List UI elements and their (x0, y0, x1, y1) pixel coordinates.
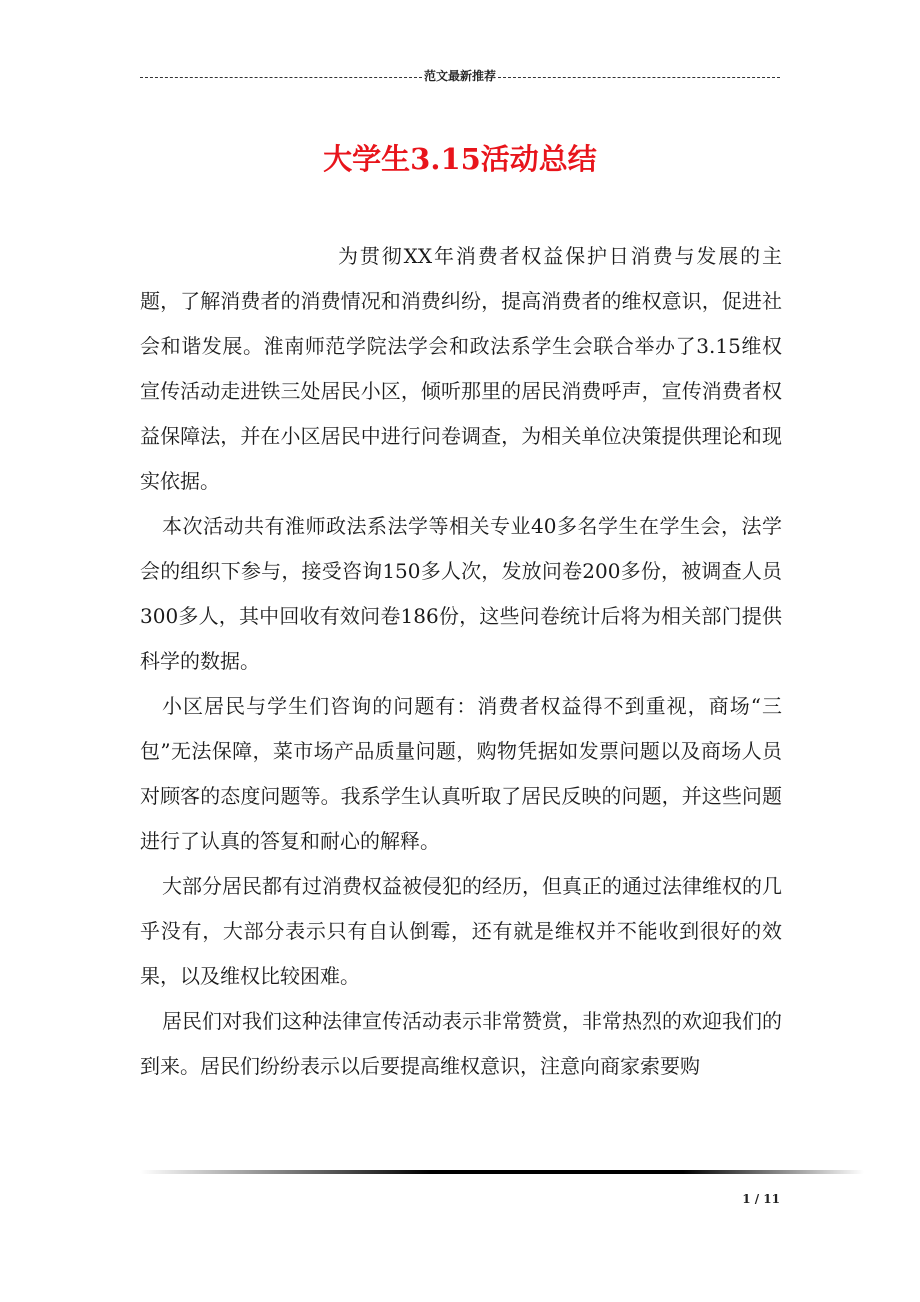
document-body (140, 234, 782, 1089)
header-dashes-left (140, 77, 422, 78)
page-number: 1 / 11 (742, 1192, 780, 1206)
header-dashes-right (498, 77, 780, 78)
paragraph: 本次活动共有淮师政法系法学等相关专业40多名学生在学生会，法学会的组织下参与，接受咨询150多人次，发放问卷200多份，被调查人员300多人，其中回收有效问卷186份，这些问卷统计后将为相关部门提供科学的数据。 (140, 514, 782, 673)
paragraph: 居民们对我们这种法律宣传活动表示非常赞赏，非常热烈的欢迎我们的到来。居民们纷纷表示以后要提高维权意识，注意向商家索要购 (140, 1009, 782, 1078)
footer-rule (140, 1170, 864, 1174)
paragraph: 大部分居民都有过消费权益被侵犯的经历，但真正的通过法律维权的几乎没有，大部分表示只有自认倒霉，还有就是维权并不能收到很好的效果，以及维权比较困难。 (140, 874, 782, 988)
paragraph: 小区居民与学生们咨询的问题有：消费者权益得不到重视，商场“三包”无法保障，菜市场产品质量问题，购物凭据如发票问题以及商场人员对顾客的态度问题等。我系学生认真听取了居民反映的问题，并这些问题进行了认真的答复和耐心的解释。 (140, 694, 782, 853)
paragraph: 为贯彻XX年消费者权益保护日消费与发展的主题，了解消费者的消费情况和消费纠纷，提高消费者的维权意识，促进社会和谐发展。淮南师范学院法学会和政法系学生会联合举办了3.15维权宣传活动走进铁三处居民小区，倾听那里的居民消费呼声，宣传消费者权益保障法，并在小区居民中进行问卷调查，为相关单位决策提供理论和现实依据。 (140, 244, 782, 493)
document-title: 大学生3.15活动总结 (323, 142, 597, 177)
page-header (140, 68, 780, 84)
header-label: 范文最新推荐 (424, 69, 497, 83)
